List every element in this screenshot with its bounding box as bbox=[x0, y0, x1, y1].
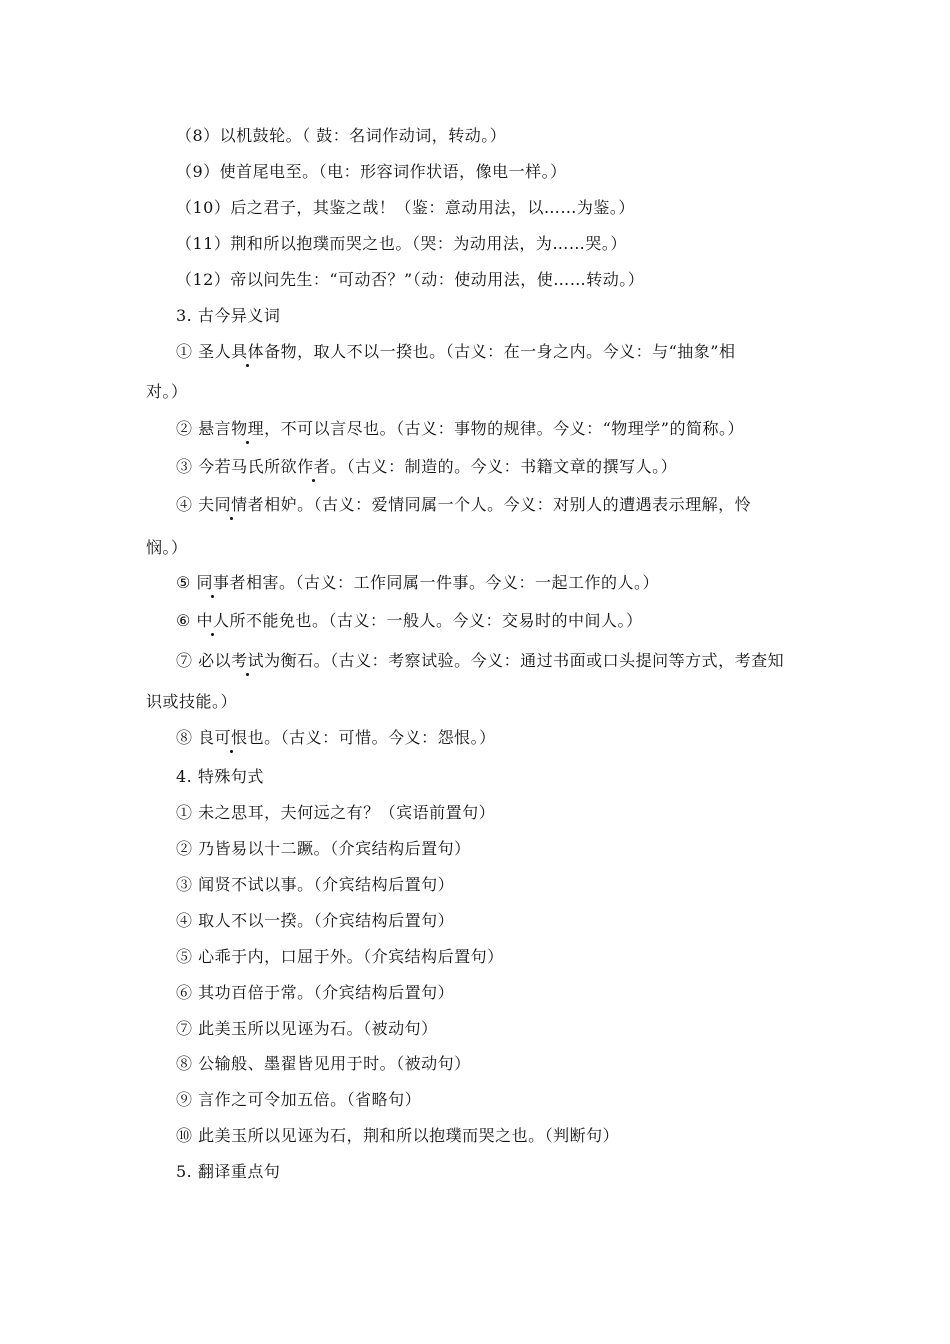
text-segment: ④ 夫 bbox=[176, 495, 215, 514]
gujin-item-2 bbox=[176, 418, 744, 440]
gujin-item-4 bbox=[176, 494, 751, 516]
text-segment: ③ 今若马氏所欲 bbox=[176, 457, 298, 476]
gujin-item-1 bbox=[176, 341, 735, 363]
text-segment: 。（古义：制造的。今义：书籍文章的撰写人。） bbox=[330, 457, 678, 476]
sentence-item-2: ② 乃皆易以十二蹶。（介宾结构后置句） bbox=[176, 839, 471, 858]
sentence-item-4: ④ 取人不以一揆。（介宾结构后置句） bbox=[176, 911, 455, 930]
text-segment: ② 悬言 bbox=[176, 419, 232, 438]
emphasized-term: 具体 bbox=[231, 342, 265, 361]
sentence-item-5: ⑤ 心乖于内，口屈于外。（介宾结构后置句） bbox=[176, 947, 504, 966]
emphasized-term: 中人 bbox=[196, 611, 230, 630]
text-segment: 也。（古义：可惜。今义：怨恨。） bbox=[247, 728, 496, 747]
text-segment: ⑥ bbox=[176, 611, 197, 630]
gujin-item-5 bbox=[176, 572, 659, 594]
gujin-item-3 bbox=[176, 456, 677, 478]
usage-item-10: （10）后之君子，其鉴之哉！（鉴：意动用法，以……为鉴。） bbox=[176, 198, 635, 217]
text-segment: 所不能免也。（古义：一般人。今义：交易时的中间人。） bbox=[229, 611, 643, 630]
section-heading-special-sentences: 4. 特殊句式 bbox=[176, 767, 264, 786]
usage-item-11: （11）荆和所以抱璞而哭之也。（哭：为动用法，为……哭。） bbox=[176, 234, 627, 253]
text-segment: 者相妒。（古义：爱情同属一个人。今义：对别人的遭遇表示理解，怜 bbox=[247, 495, 752, 514]
text-segment: ⑤ bbox=[176, 573, 197, 592]
sentence-item-6: ⑥ 其功百倍于常。（介宾结构后置句） bbox=[176, 983, 455, 1002]
usage-item-8: （8）以机鼓轮。（ 鼓：名词作动词，转动。） bbox=[176, 126, 507, 145]
text-segment: ⑧ 良 bbox=[176, 728, 215, 747]
sentence-item-3: ③ 闻贤不试以事。（介宾结构后置句） bbox=[176, 875, 455, 894]
text-segment: ，不可以言尽也。（古义：事物的规律。今义：“物理学”的简称。） bbox=[264, 419, 744, 438]
section-heading-translation: 5. 翻译重点句 bbox=[176, 1162, 281, 1181]
gujin-item-6 bbox=[176, 610, 642, 632]
sentence-item-8: ⑧ 公输般、墨翟皆见用于时。（被动句） bbox=[176, 1054, 471, 1073]
section-heading-gujin-yiyi: 3. 古今异义词 bbox=[176, 306, 281, 325]
gujin-item-7 bbox=[176, 650, 784, 672]
gujin-item-7-continuation: 识或技能。） bbox=[146, 692, 238, 711]
emphasized-term: 同事 bbox=[196, 573, 230, 592]
sentence-item-7: ⑦ 此美玉所以见诬为石。（被动句） bbox=[176, 1019, 438, 1038]
gujin-item-4-continuation: 悯。） bbox=[146, 538, 188, 557]
usage-item-9: （9）使首尾电至。（电：形容词作状语，像电一样。） bbox=[176, 162, 567, 181]
gujin-item-8 bbox=[176, 727, 496, 749]
sentence-item-10: ⑩ 此美玉所以见诬为石，荆和所以抱璞而哭之也。（判断句） bbox=[176, 1126, 620, 1145]
emphasized-term: 可恨 bbox=[214, 728, 248, 747]
text-segment: 为衡石。（古义：考察试验。今义：通过书面或口头提问等方式，考查知 bbox=[264, 651, 785, 670]
sentence-item-1: ① 未之思耳，夫何远之有？（宾语前置句） bbox=[176, 803, 496, 822]
emphasized-term: 同情 bbox=[214, 495, 248, 514]
emphasized-term: 物理 bbox=[231, 419, 265, 438]
gujin-item-1-continuation: 对。） bbox=[146, 382, 188, 401]
sentence-item-9: ⑨ 言作之可令加五倍。（省略句） bbox=[176, 1090, 422, 1109]
text-segment: 备物，取人不以一揆也。（古义：在一身之内。今义：与“抽象”相 bbox=[264, 342, 736, 361]
emphasized-term: 作者 bbox=[297, 457, 331, 476]
usage-item-12: （12）帝以问先生：“可动否？”（动：使动用法，使……转动。） bbox=[176, 270, 645, 289]
text-segment: ⑦ 必以 bbox=[176, 651, 232, 670]
text-segment: 者相害。（古义：工作同属一件事。今义：一起工作的人。） bbox=[229, 573, 659, 592]
emphasized-term: 考试 bbox=[231, 651, 265, 670]
text-segment: ① 圣人 bbox=[176, 342, 232, 361]
